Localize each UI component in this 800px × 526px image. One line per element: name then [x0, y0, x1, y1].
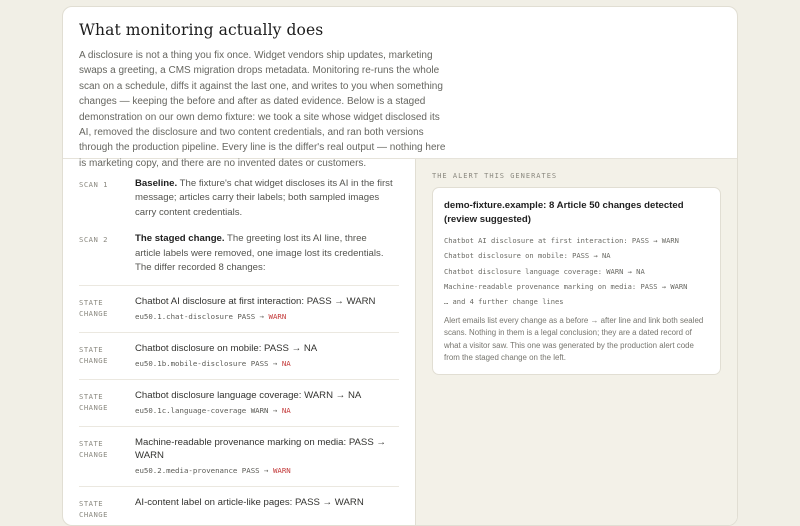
change-title: Chatbot AI disclosure at first interaction: PASS → WARN [135, 296, 376, 308]
scan-entry-2 [79, 232, 399, 275]
change-code: eu50.1.chat-disclosure PASS → WARN [135, 312, 287, 322]
state-change-tag: STATE CHANGE [79, 298, 108, 319]
alert-title: demo-fixture.example: 8 Article 50 changes detected (review suggested) [444, 200, 684, 225]
scan-lead: The staged change. [135, 233, 225, 245]
state-change-row [79, 379, 399, 426]
scan-lead: Baseline. [135, 178, 178, 189]
alert-panel [416, 159, 737, 525]
alert-change-line: Machine-readable provenance marking on media: PASS → WARN [444, 281, 688, 291]
state-change-row [79, 285, 399, 332]
scan-timeline [63, 159, 416, 525]
scan-entry-1 [79, 177, 399, 220]
page-title: What monitoring actually does [79, 21, 324, 39]
scan-text: The fixture's chat widget discloses its AI in the first message; articles carry their labels; both sampled images carry content credentials. [135, 178, 393, 218]
scan-description [135, 232, 395, 275]
scan-description [135, 177, 395, 220]
change-code: eu50.1b.mobile-disclosure PASS → NA [135, 359, 291, 369]
intro-section [63, 7, 737, 169]
alert-more-line: … and 4 further change lines [444, 297, 564, 306]
alert-footer: Alert emails list every change as a before → after line and link both sealed scans. Nothing in them is a legal conclusion; they are a dated record of what a visitor saw. This one was generated by the production alert code from the staged change on the left. [444, 316, 704, 362]
change-code: eu50.2.media-provenance PASS → WARN [135, 466, 291, 476]
monitoring-card [62, 6, 738, 526]
state-change-row [79, 426, 399, 486]
change-title: Chatbot disclosure on mobile: PASS → NA [135, 343, 318, 355]
intro-paragraph: A disclosure is not a thing you fix once. Widget vendors ship updates, marketing swaps a greeting, a CMS migration drops metadata. Monitoring re-runs the whole scan on a schedule, diffs it against the last one, and writes to you when something changes — keeping the before and after as dated evidence. Below is a staged demonstration on our own demo fixture: we took a site whose widget disclosed its AI, removed the disclosure and two content credentials, and ran both versions through the production pipeline. Every line is the differ's real output — nothing here is marketing copy, and there are no invented dates or customers. [79, 50, 446, 169]
state-change-row [79, 486, 399, 526]
scan-text: The greeting lost its AI line, three article labels were removed, one image lost its credentials. The differ recorded 8 changes: [135, 233, 384, 274]
alert-change-line: Chatbot AI disclosure at first interaction: PASS → WARN [444, 236, 679, 246]
state-change-tag: STATE CHANGE [79, 439, 108, 460]
state-change-row [79, 332, 399, 379]
change-code: eu50.1c.language-coverage WARN → NA [135, 406, 291, 416]
alert-change-line: Chatbot disclosure language coverage: WARN → NA [444, 266, 645, 276]
content-columns [63, 159, 737, 525]
alert-change-line: Chatbot disclosure on mobile: PASS → NA [444, 251, 611, 261]
change-title: Machine-readable provenance marking on media: PASS → WARN [135, 437, 386, 462]
alert-heading: THE ALERT THIS GENERATES [432, 172, 558, 180]
change-title: Chatbot disclosure language coverage: WARN → NA [135, 390, 362, 402]
alert-email-preview [432, 187, 721, 375]
state-change-tag: STATE CHANGE [79, 499, 108, 520]
state-change-tag: STATE CHANGE [79, 392, 108, 413]
scan-tag: SCAN 2 [79, 235, 108, 245]
scan-tag: SCAN 1 [79, 180, 108, 189]
state-change-tag: STATE CHANGE [79, 345, 108, 366]
change-title: AI-content label on article-like pages: PASS → WARN [135, 497, 364, 509]
